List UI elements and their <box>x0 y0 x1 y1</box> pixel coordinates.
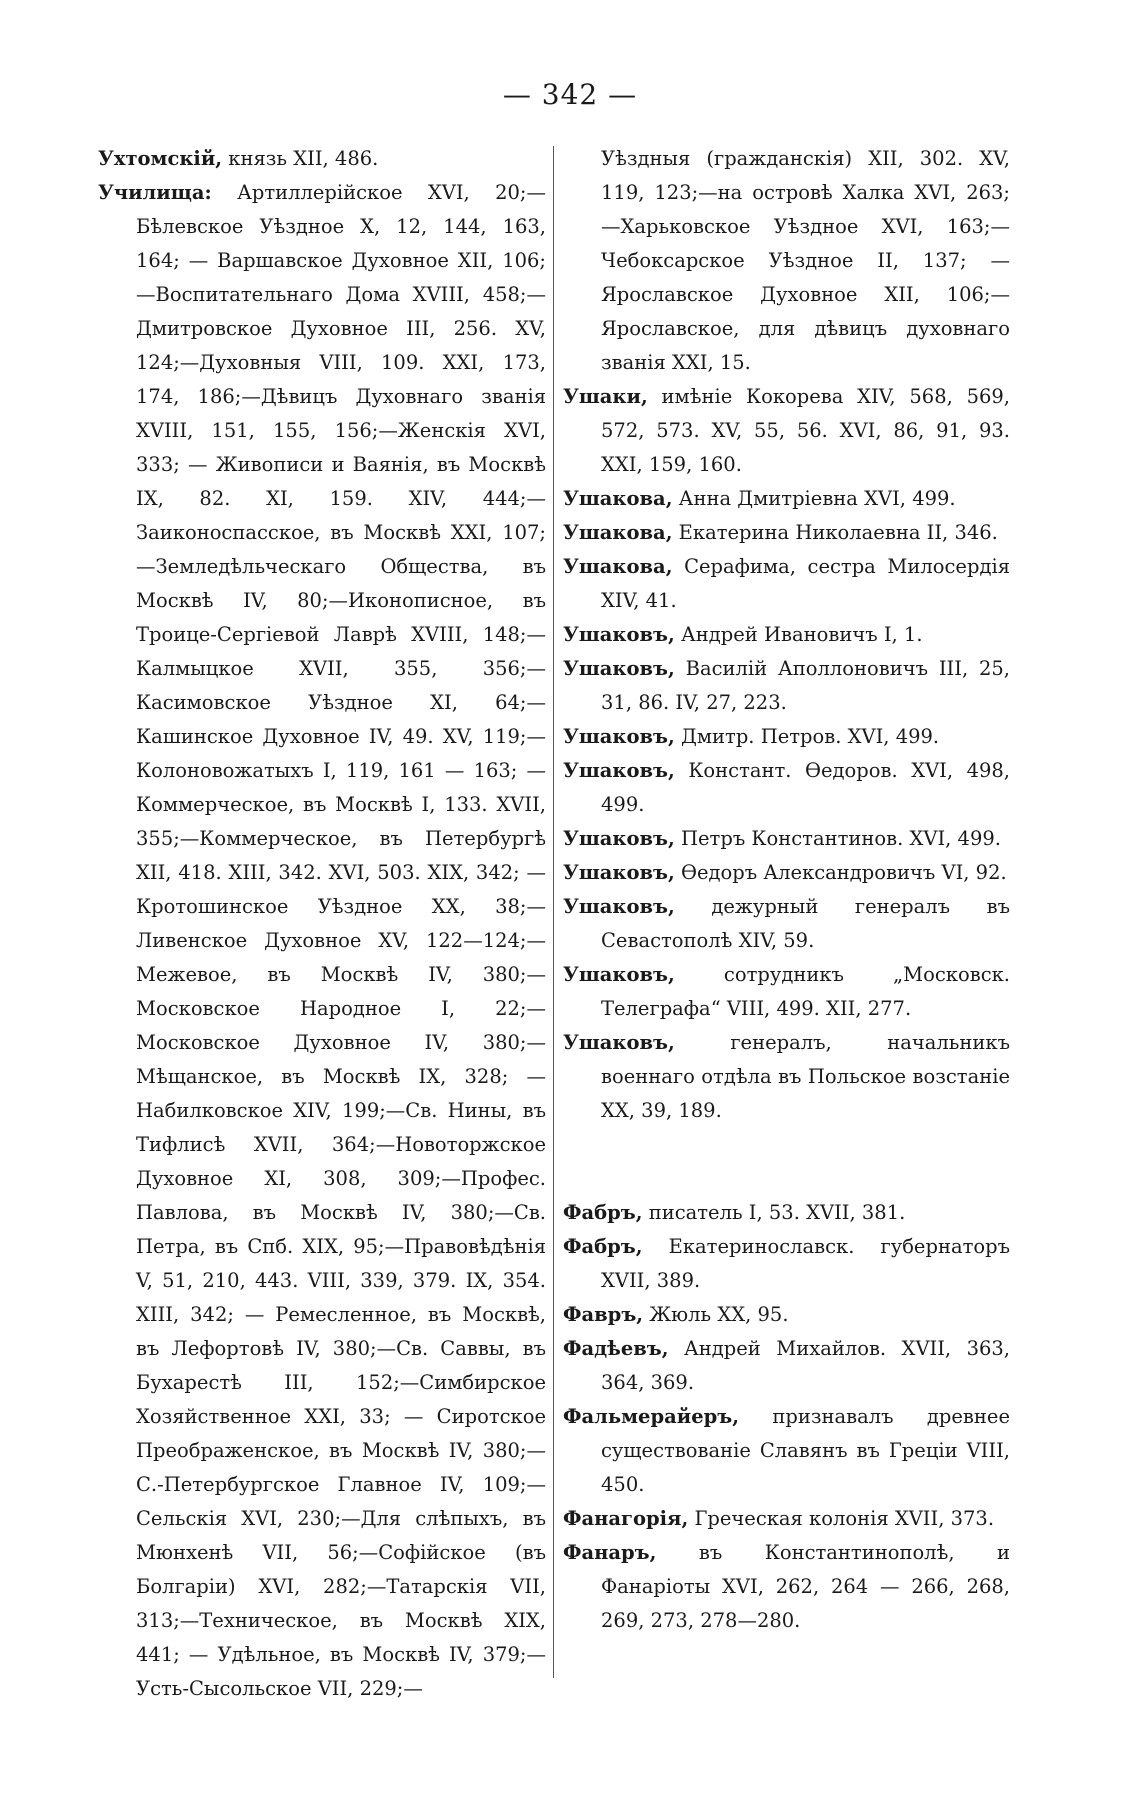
index-entry <box>563 1298 1010 1332</box>
index-entry <box>98 142 546 176</box>
index-entry <box>563 856 1010 890</box>
entry-headword: Ушаковъ, <box>563 759 675 782</box>
entry-headword: Училища: <box>98 181 212 204</box>
entry-text: Констант. Ѳедоров. XVI, 498, 499. <box>601 759 1010 816</box>
entry-text: генералъ, начальникъ военнаго отдѣла въ Польское возстаніе XX, 39, 189. <box>601 1031 1010 1122</box>
entry-headword: Ушаковъ, <box>563 657 675 680</box>
entry-headword: Ушакова, <box>563 521 673 544</box>
entry-text: Греческая колонія XVII, 373. <box>688 1507 995 1530</box>
entry-headword: Ушаки, <box>563 385 648 408</box>
entry-headword: Ушаковъ, <box>563 827 675 850</box>
entry-headword: Фадѣевъ, <box>563 1337 669 1360</box>
entry-text: признавалъ древнее существованіе Славянъ въ Греціи VIII, 450. <box>601 1405 1010 1496</box>
index-entry <box>563 618 1010 652</box>
index-entry <box>563 890 1010 958</box>
entry-headword: Ушаковъ, <box>563 725 675 748</box>
entry-headword: Ушаковъ, <box>563 861 675 884</box>
entry-headword: Ухтомскій, <box>98 147 223 170</box>
index-entry <box>563 1230 1010 1298</box>
entry-headword: Фабръ, <box>563 1235 643 1258</box>
entry-text: Екатеринославск. губернаторъ XVII, 389. <box>601 1235 1010 1292</box>
index-entry <box>563 380 1010 482</box>
entry-headword: Фабръ, <box>563 1201 643 1224</box>
entry-headword: Фанаръ, <box>563 1541 657 1564</box>
entry-text: дежурный генералъ въ Севастополѣ XIV, 59. <box>601 895 1010 952</box>
entry-text: Андрей Ивановичъ I, 1. <box>674 623 923 646</box>
entry-text: въ Константинополѣ, и Фанаріоты XVI, 262, 264 — 266, 268, 269, 273, 278—280. <box>601 1541 1010 1632</box>
entry-headword: Ушакова, <box>563 555 673 578</box>
index-entry <box>563 652 1010 720</box>
index-entry <box>563 1196 1010 1230</box>
entry-headword: Ушакова, <box>563 487 673 510</box>
entry-text: Серафима, сестра Милосердія XIV, 41. <box>601 555 1010 612</box>
index-entry <box>563 1536 1010 1638</box>
section-gap <box>563 1128 1010 1196</box>
index-entry <box>563 1400 1010 1502</box>
entry-headword: Ушаковъ, <box>563 623 675 646</box>
left-column <box>98 142 546 1706</box>
entry-text: Жюль XX, 95. <box>643 1303 789 1326</box>
entry-text: Андрей Михайлов. XVII, 363, 364, 369. <box>601 1337 1010 1394</box>
entry-text: Екатерина Николаевна II, 346. <box>672 521 998 544</box>
entry-text: писатель I, 53. XVII, 381. <box>642 1201 906 1224</box>
entry-text: Ѳедоръ Александровичъ VI, 92. <box>674 861 1007 884</box>
entry-headword: Ушаковъ, <box>563 1031 675 1054</box>
index-entry <box>563 550 1010 618</box>
index-entry <box>563 1026 1010 1128</box>
index-entry-continuation <box>563 142 1010 380</box>
entry-text: Петръ Константинов. XVI, 499. <box>674 827 1001 850</box>
index-entry <box>563 1332 1010 1400</box>
right-column <box>563 142 1010 1638</box>
entry-text: князь XII, 486. <box>222 147 379 170</box>
entry-text: Артиллерійское XVI, 20;—Бѣлевское Уѣздное X, 12, 144, 163, 164; — Варшавское Духовное XII, 106;—Воспитательнаго Дома XVIII, 458;—Дмитровское Духовное III, 256. XV, 124;—Духовныя VIII, 109. XXI, 173, 174, 186;—Дѣвицъ Духовнаго званія XVIII, 151, 155, 156;—Женскія XVI, 333; — Живописи и Ваянія, въ Москвѣ IX, 82. XI, 159. XIV, 444;—Заиконоспасское, въ Москвѣ XXI, 107;—Земледѣльческаго Общества, въ Москвѣ IV, 80;—Иконописное, въ Троице-Сергіевой Лаврѣ XVIII, 148;—Калмыцкое XVII, 355, 356;—Касимовское Уѣздное XI, 64;—Кашинское Духовное IV, 49. XV, 119;—Колоновожатыхъ I, 119, 161 — 163; — Коммерческое, въ Москвѣ I, 133. XVII, 355;—Коммерческое, въ Петербургѣ XII, 418. XIII, 342. XVI, 503. XIX, 342; — Кротошинское Уѣздное XX, 38;—Ливенское Духовное XV, 122—124;—Межевое, въ Москвѣ IV, 380;—Московское Народное I, 22;—Московское Духовное IV, 380;—Мѣщанское, въ Москвѣ IX, 328; — Набилковское XIV, 199;—Св. Нины, въ Тифлисѣ XVII, 364;—Новоторжское Духовное XI, 308, 309;—Профес. Павлова, въ Москвѣ IV, 380;—Св. Петра, въ Спб. XIX, 95;—Правовѣдѣнія V, 51, 210, 443. VIII, 339, 379. IX, 354. XIII, 342; — Ремесленное, въ Москвѣ, въ Лефортовѣ IV, 380;—Св. Саввы, въ Бухарестѣ III, 152;—Симбирское Хозяйственное XXI, 33; — Сиротское Преображенское, въ Москвѣ IV, 380;—С.-Петербургское Главное IV, 109;— Сельскія XVI, 230;—Для слѣпыхъ, въ Мюнхенѣ VII, 56;—Софійское (въ Болгаріи) XVI, 282;—Татарскія VII, 313;—Техническое, въ Москвѣ XIX, 441; — Удѣльное, въ Москвѣ IV, 379;—Усть-Сысольское VII, 229;— <box>136 181 546 1700</box>
column-divider <box>553 146 554 1678</box>
entry-headword: Ушаковъ, <box>563 895 675 918</box>
index-entry <box>98 176 546 1706</box>
entry-headword: Фанагорія, <box>563 1507 689 1530</box>
index-entry <box>563 516 1010 550</box>
index-entry <box>563 1502 1010 1536</box>
entry-text: имѣніе Кокорева XIV, 568, 569, 572, 573. XV, 55, 56. XVI, 86, 91, 93. XXI, 159, 160. <box>601 385 1010 476</box>
entry-headword: Фавръ, <box>563 1303 644 1326</box>
index-entry <box>563 754 1010 822</box>
entry-text: Дмитр. Петров. XVI, 499. <box>674 725 940 748</box>
entry-text: Василій Аполлоновичъ III, 25, 31, 86. IV, 27, 223. <box>601 657 1010 714</box>
index-entry <box>563 822 1010 856</box>
entry-text: Анна Дмитріевна XVI, 499. <box>672 487 956 510</box>
index-entry <box>563 720 1010 754</box>
page-number: — 342 — <box>502 78 638 111</box>
entry-headword: Ушаковъ, <box>563 963 675 986</box>
entry-headword: Фальмерайеръ, <box>563 1405 739 1428</box>
entry-text: Уѣздныя (гражданскія) XII, 302. XV, 119, 123;—на островѣ Халка XVI, 263;—Харьковское Уѣздное XVI, 163;—Чебоксарское Уѣздное II, 137; — Ярославское Духовное XII, 106;—Ярославское, для дѣвицъ духовнаго званія XXI, 15. <box>601 147 1010 374</box>
index-entry <box>563 958 1010 1026</box>
entry-text: сотрудникъ „Московск. Телеграфа“ VIII, 499. XII, 277. <box>601 963 1010 1020</box>
index-entry <box>563 482 1010 516</box>
